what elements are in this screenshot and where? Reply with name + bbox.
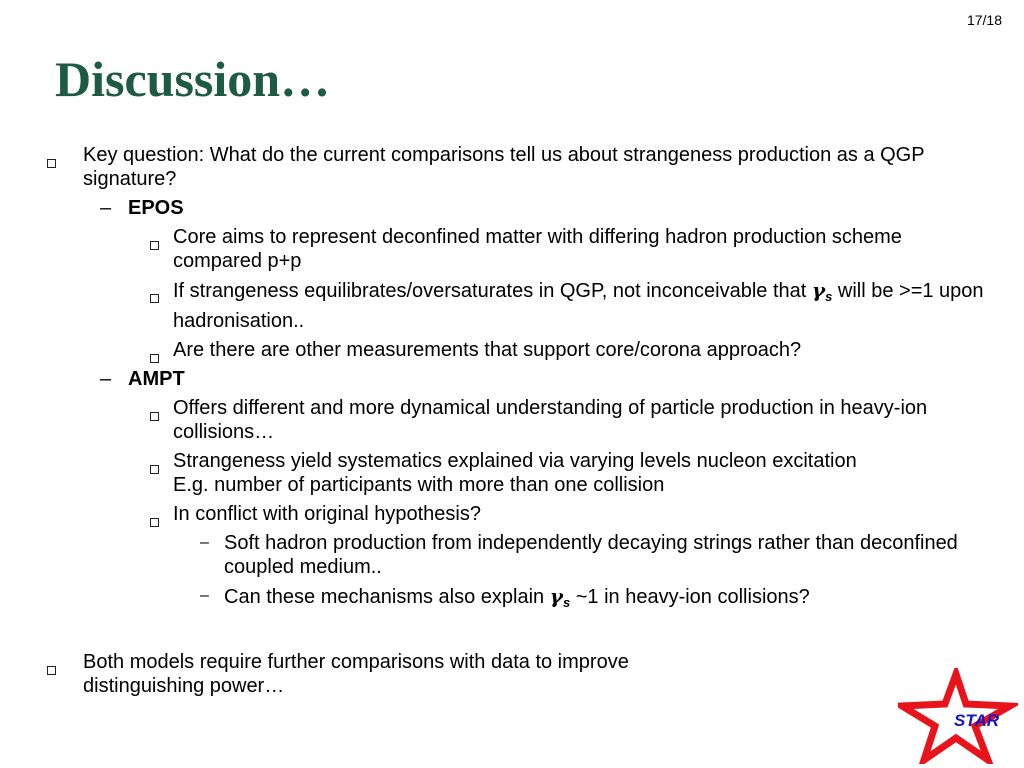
heading-ampt [44,367,984,391]
bullet-text: Are there are other measurements that support core/corona approach? [173,339,802,361]
epos-item-1 [44,225,984,273]
bullet-text: If strangeness equilibrates/oversaturates in QGP, not inconceivable that [173,280,812,302]
ampt-item-3 [44,502,984,526]
ampt-item-2 [44,449,984,497]
bullet-text: Soft hadron production from independently decaying strings rather than deconfined coupled medium.. [224,532,958,578]
section-heading: AMPT [128,368,185,390]
gamma-symbol: γ [811,278,826,302]
page-number: 17/18 [966,12,1002,28]
bullet-text-continued: ~1 in heavy-ion collisions? [570,586,810,608]
bullet-text: Core aims to represent deconfined matter with differing hadron production scheme compared p+p [173,226,902,272]
square-bullet-icon [150,285,159,309]
bullet-text-line-2: distinguishing power… [83,675,285,697]
gamma-symbol: γ [549,584,563,608]
dash-bullet-icon: – [200,587,209,604]
ampt-subitem-2 [44,584,984,615]
star-icon [898,668,1018,764]
ampt-item-1 [44,396,984,444]
square-bullet-icon [150,345,159,369]
slide-title: Discussion… [55,51,331,107]
bullet-text: Can these mechanisms also explain [224,586,550,608]
epos-item-2 [44,278,984,333]
bullet-text-line-1: Strangeness yield systematics explained via varying levels nucleon excitation [173,450,857,472]
bullet-text-line-1: Both models require further comparisons with data to improve [83,651,629,673]
dash-bullet-icon: – [100,197,112,219]
gamma-subscript: s [825,289,833,304]
bullet-key-question [44,143,984,191]
star-logo [898,668,1018,764]
square-bullet-icon [150,456,159,480]
dash-bullet-icon: – [200,534,209,551]
square-bullet-icon [47,657,56,681]
gamma-subscript: s [562,595,571,610]
bullet-text: Offers different and more dynamical understanding of particle production in heavy-ion collisions… [173,397,928,443]
slide-body [44,143,984,703]
ampt-subitem-1 [44,531,984,579]
heading-epos [44,196,984,220]
section-heading: EPOS [128,197,184,219]
square-bullet-icon [47,150,56,174]
bullet-conclusion [44,650,984,698]
bullet-text-continued: will be >=1 upon hadronisation.. [173,280,984,332]
bullet-text-line-2: E.g. number of participants with more than one collision [173,474,665,496]
dash-bullet-icon: – [100,368,112,390]
bullet-text: Key question: What do the current comparisons tell us about strangeness production as a QGP signature? [83,144,925,190]
square-bullet-icon [150,232,159,256]
star-logo-text: STAR [954,711,1000,730]
epos-item-3 [44,338,984,362]
square-bullet-icon [150,509,159,533]
square-bullet-icon [150,403,159,427]
bullet-text: In conflict with original hypothesis? [173,503,481,525]
